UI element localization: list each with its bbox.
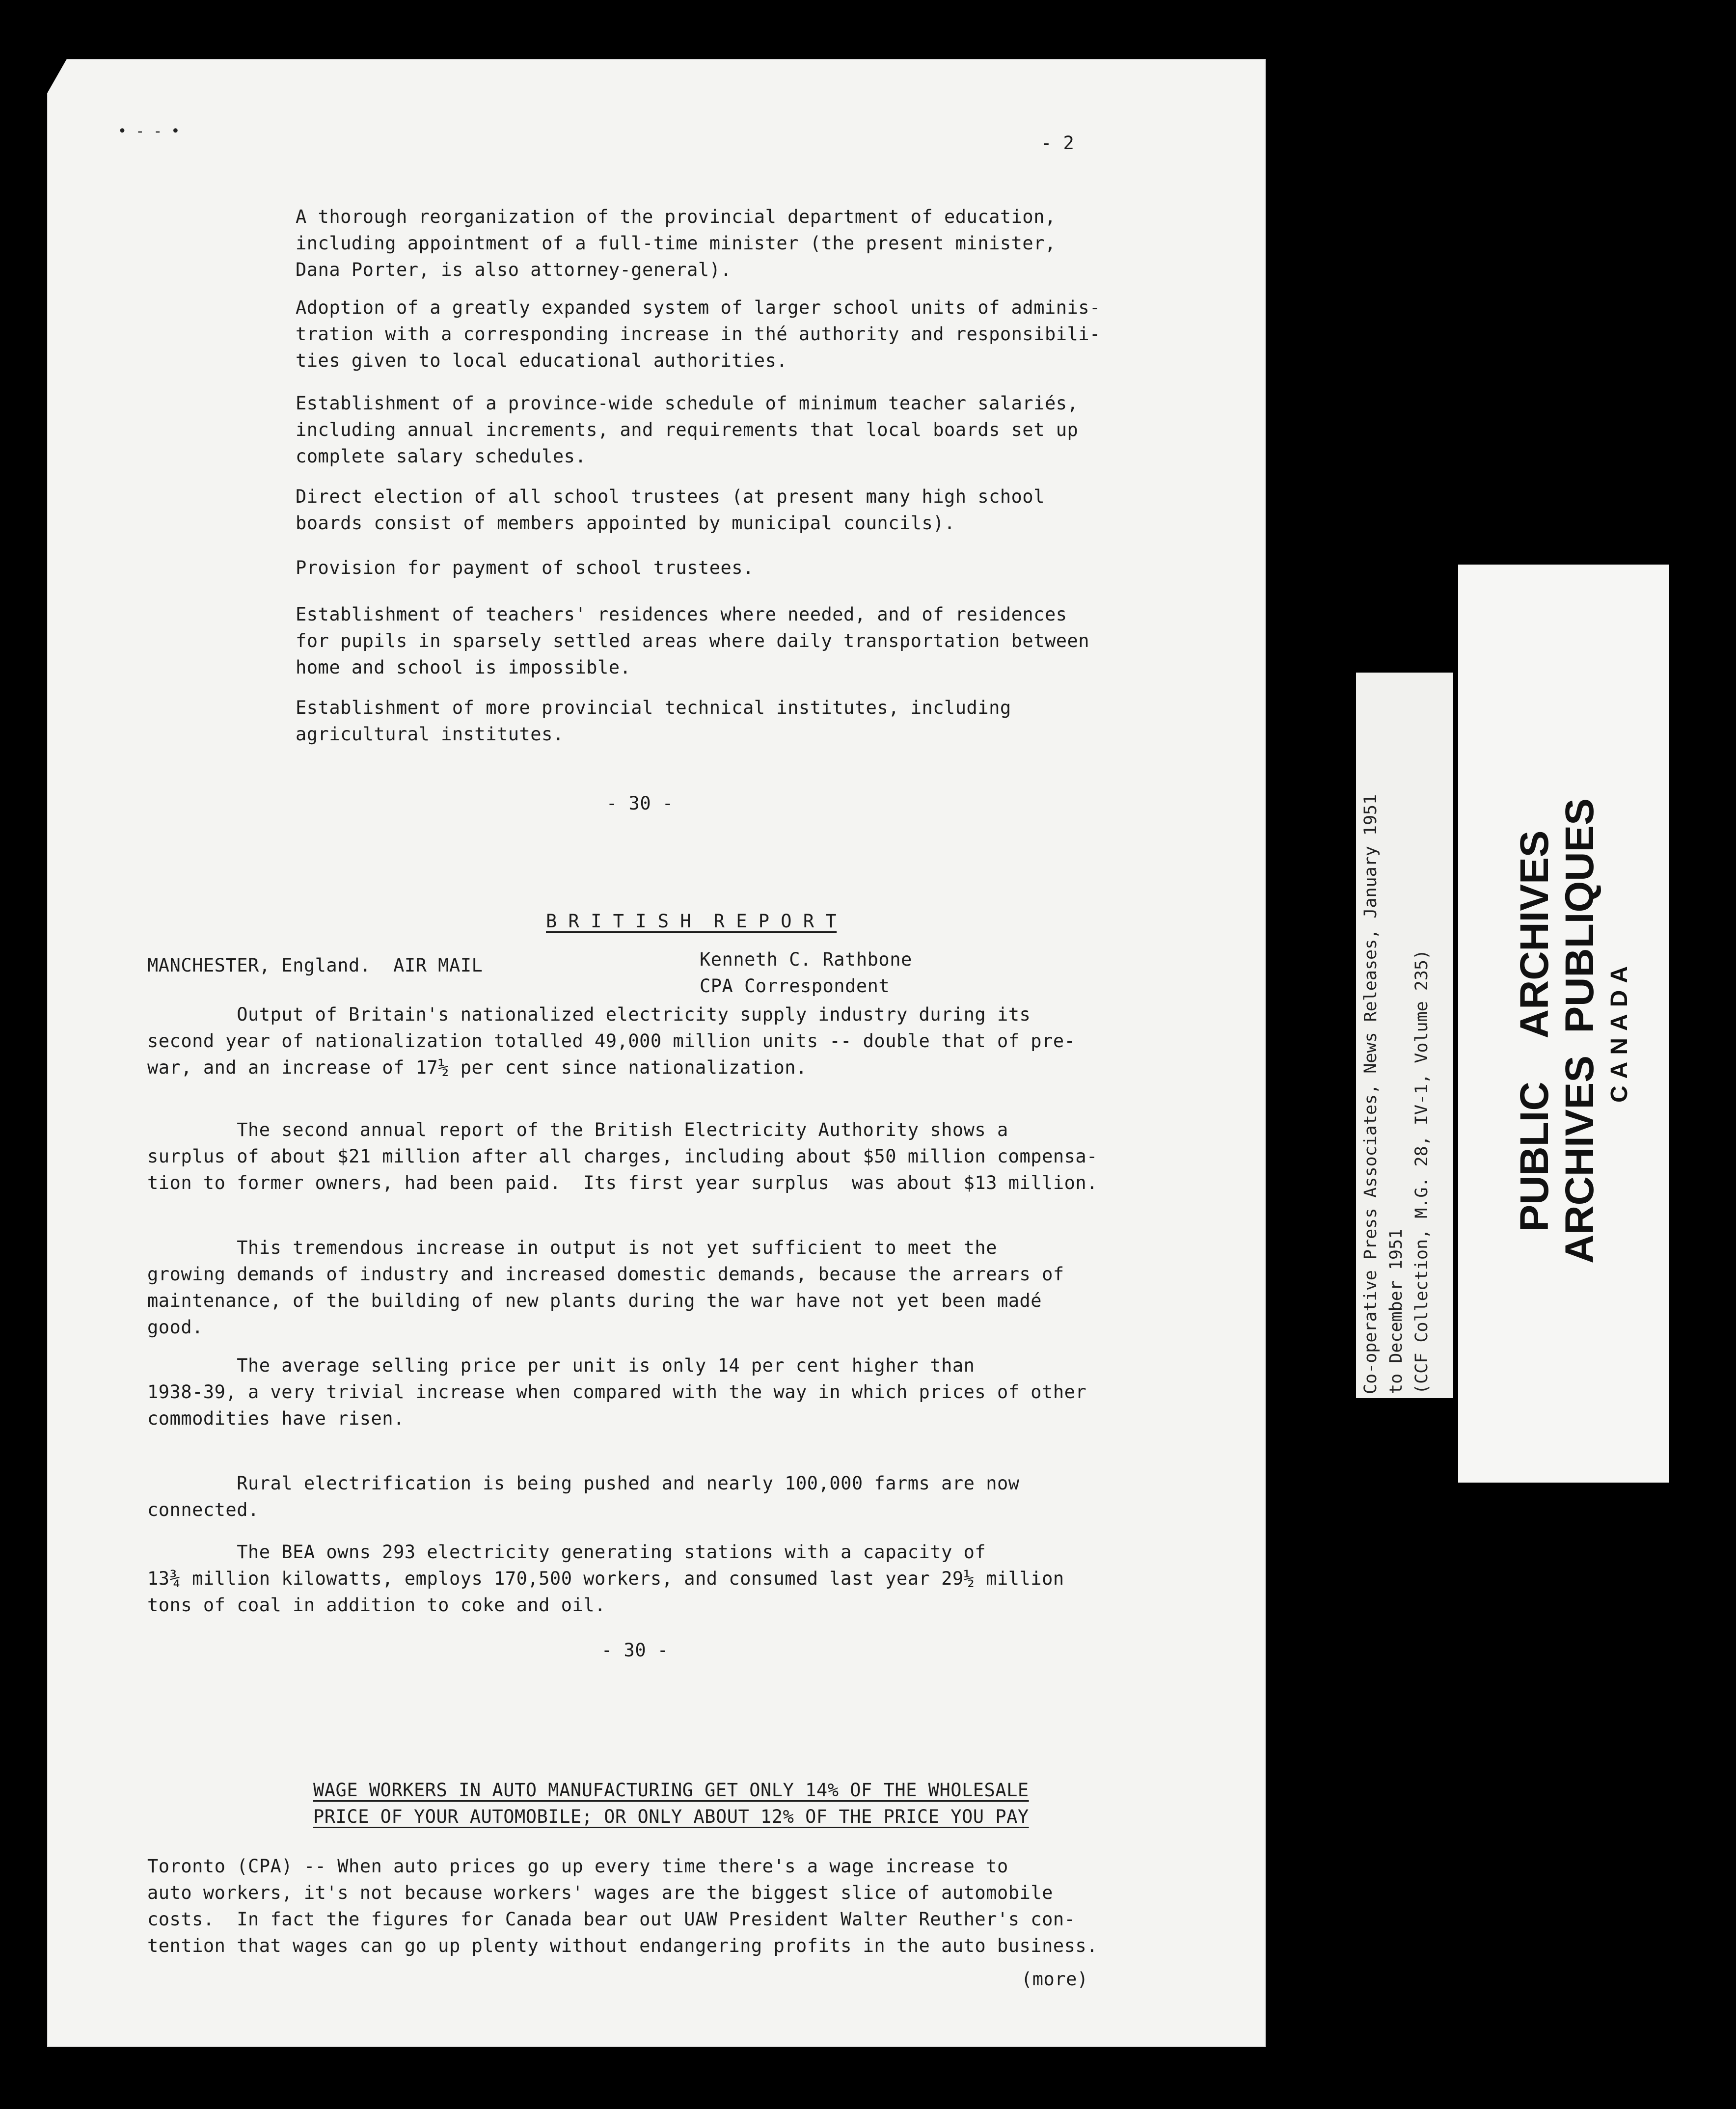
education-item: Direct election of all school trustees (at present many high school boards consist of members appointed by municipal councils). <box>296 486 1045 534</box>
archive-stamp-line: CANADA <box>1606 959 1632 1103</box>
report-paragraph: Output of Britain's nationalized electricity supply industry during its second year of nationalization totalled 49,000 million units -- double that of pre- war, and an increase of 17½ per cent since nationalization. <box>147 1004 1076 1078</box>
report-paragraph: The BEA owns 293 electricity generating stations with a capacity of 13¾ million kilowatts, employs 170,500 workers, and consumed last year 29½ million tons of coal in addition to coke and oil. <box>147 1541 1064 1616</box>
archive-stamp <box>1512 785 1659 1276</box>
story-headline: PRICE OF YOUR AUTOMOBILE; OR ONLY ABOUT 12% OF THE PRICE YOU PAY <box>313 1806 1029 1827</box>
section-heading: B R I T I S H R E P O R T <box>546 911 837 932</box>
archive-slip-text: Co-operative Press Associates, News Releases, January 1951 to December 1951 (CCF Collection, M.G. 28, IV-1, Volume 235) <box>1361 794 1432 1394</box>
more-marker: (more) <box>1021 1969 1088 1990</box>
report-paragraph: The second annual report of the British Electricity Authority shows a surplus of about $21 million after all charges, including about $50 million compensa- tion to former owners, had been paid. Its first year surplus was about $13 million. <box>147 1119 1098 1193</box>
report-paragraph: The average selling price per unit is only 14 per cent higher than 1938-39, a very trivial increase when compared with the way in which prices of other commodities have risen. <box>147 1355 1087 1429</box>
page-marks: • - - • <box>118 123 180 140</box>
education-item: Establishment of more provincial technical institutes, including agricultural institutes. <box>296 697 1011 745</box>
end-marker: - 30 - <box>601 1640 669 1661</box>
report-paragraph: This tremendous increase in output is not yet sufficient to meet the growing demands of industry and increased domestic demands, because the arrears of maintenance, of the building of new plants during the war have not yet been madé good. <box>147 1237 1064 1338</box>
education-item: A thorough reorganization of the provincial department of education, including appointment of a full-time minister (the present minister, Dana Porter, is also attorney-general). <box>296 206 1056 280</box>
report-paragraph: Rural electrification is being pushed and nearly 100,000 farms are now connected. <box>147 1473 1020 1520</box>
folded-corner <box>47 59 67 93</box>
education-item: Establishment of teachers' residences where needed, and of residences for pupils in sparsely settled areas where daily transportation between home and school is impossible. <box>296 604 1090 678</box>
story-body: Toronto (CPA) -- When auto prices go up every time there's a wage increase to auto workers, it's not because workers' wages are the biggest slice of automobile costs. In fact the figures for Canada bear out UAW President Walter Reuther's con- tention that wages can go up plenty without endangering profits in the auto business. <box>147 1856 1098 1956</box>
education-item: Provision for payment of school trustees. <box>296 557 754 578</box>
byline: Kenneth C. Rathbone CPA Correspondent <box>700 949 912 997</box>
archive-stamp-line: PUBLIC ARCHIVES <box>1512 830 1557 1232</box>
education-item: Establishment of a province-wide schedule of minimum teacher salariés, including annual increments, and requirements that local boards set up complete salary schedules. <box>296 393 1079 467</box>
archive-stamp-line: ARCHIVES PUBLIQUES <box>1557 798 1602 1264</box>
page-number: - 2 <box>1041 133 1075 154</box>
story-headline: WAGE WORKERS IN AUTO MANUFACTURING GET ONLY 14% OF THE WHOLESALE <box>313 1780 1029 1801</box>
education-item: Adoption of a greatly expanded system of larger school units of adminis- tration with a corresponding increase in thé authority and responsibili- ties given to local educational authorities. <box>296 297 1101 371</box>
end-marker: - 30 - <box>606 793 674 814</box>
dateline: MANCHESTER, England. AIR MAIL <box>147 955 483 976</box>
